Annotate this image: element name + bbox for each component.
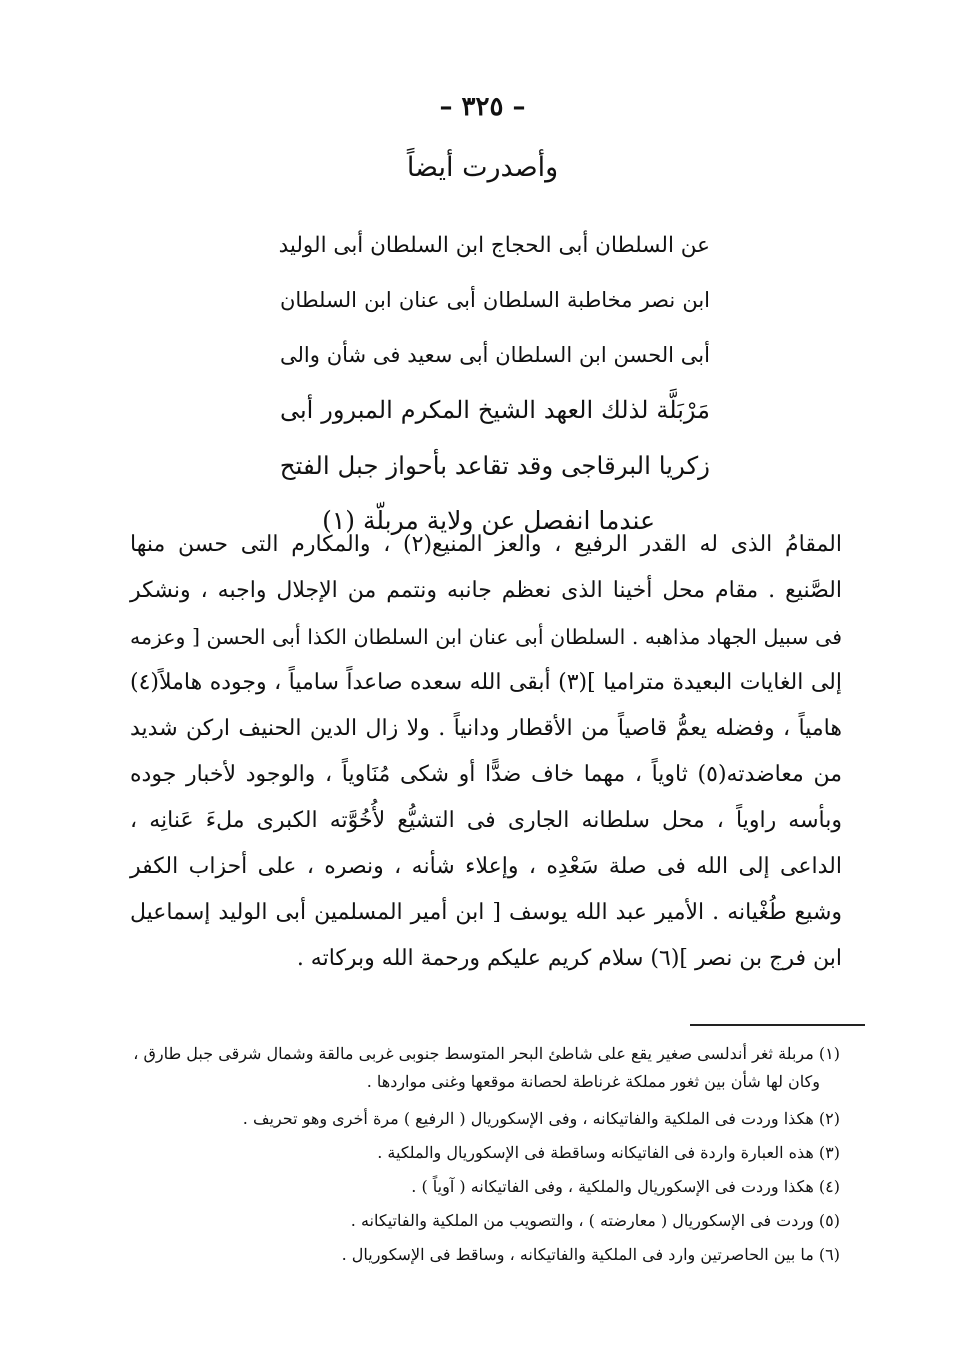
title-line: عن السلطان أبى الحجاج ابن السلطان أبى الوليد xyxy=(278,233,710,258)
body-line: الصَّنيع . مقام محل أخينا الذى نعظم جانبه ونتمم من الإجلال واجبه ، ونشكر xyxy=(130,578,842,603)
body-line: فى سبيل الجهاد مذاهبه . السلطان أبى عنان ابن السلطان الكذا أبى الحسن [ وعزمه xyxy=(130,625,842,649)
body-line: من معاضدته(٥) ثاوياً ، مهما خاف ضدًّا أو شكى مُنَاوياً ، والوجود لأخبار جوده xyxy=(130,762,842,787)
page-number: – ٣٢٥ – xyxy=(439,92,526,122)
section-heading: وأصدرت أيضاً xyxy=(406,152,559,183)
footnote-text: (١) مربلة ثغر أندلسى صغير يقع على شاطئ البحر المتوسط جنوبى غربى مالقة وشمال شرقى جبل طارق ، xyxy=(133,1044,840,1063)
title-line: مَرْبَلَّة لذلك العهد الشيخ المكرم المبرور أبى xyxy=(280,396,710,424)
footnote: (٤) هكذا وردت فى الإسكوريال والملكية ، وفى الفاتيكانه ( آوياً ) . xyxy=(411,1177,840,1196)
footnote: (٥) وردت فى الإسكوريال ( معارضته ) ، والتصويب من الملكية والفاتيكانه . xyxy=(350,1211,840,1230)
title-line: ابن نصر مخاطبة السلطان أبى عنان ابن السلطان xyxy=(280,288,710,312)
body-line: هامياً ، وفضله يعمُّ قاصياً من الأقطار ودانياً . ولا زال الدين الحنيف اركن شديد xyxy=(130,716,842,741)
body-line: المقامُ الذى له القدر الرفيع ، والعز المنيع(٢) ، والمكارم التى حسن منها xyxy=(130,532,842,557)
title-line: عندما انفصل عن ولاية مربلّة (١) xyxy=(322,506,655,535)
body-line: ابن فرج بن نصر ](٦) سلام كريم عليكم ورحمة الله وبركاته . xyxy=(296,946,842,971)
footnote: (٢) هكذا وردت فى الملكية والفاتيكانه ، وفى الإسكوريال ( الرفيع ) مرة أخرى وهو تحريف . xyxy=(242,1109,840,1128)
footnote: (٣) هذه العبارة واردة فى الفاتيكانه وساقطة فى الإسكوريال والملكية . xyxy=(377,1143,840,1162)
footnote xyxy=(120,1040,840,1102)
body-line: وشيع طُغْيانه . الأمير عبد الله يوسف [ ابن أمير المسلمين أبى الوليد إسماعيل xyxy=(130,900,842,925)
body-line: الداعى إلى الله فى صلة سَعْدِه ، وإعلاء شأنه ، ونصره ، على أحزاب الكفر xyxy=(130,854,842,879)
footnote-divider xyxy=(690,1024,865,1026)
letter-body xyxy=(130,522,842,982)
title-block xyxy=(280,218,710,548)
footnotes xyxy=(120,1040,840,1272)
title-line: أبى الحسن ابن السلطان أبى سعيد فى شأن والى xyxy=(280,343,710,367)
body-line: وبأسه راوياً ، محل سلطانه الجارى فى التشيُّع لأُخُوَّته الكبرى ملءَ عَنانِه ، xyxy=(130,808,842,833)
footnote-continuation: وكان لها شأن بين ثغور مملكة غرناطة لحصانة موقعها وغنى مواردها . xyxy=(366,1072,820,1091)
body-line: إلى الغايات البعيدة متراميا ](٣) أبقى الله سعده صاعداً سامياً ، وجوده هاملاً(٤) xyxy=(130,670,842,695)
footnote: (٦) ما بين الحاصرتين وارد فى الملكية والفاتيكانه ، وساقط فى الإسكوريال . xyxy=(341,1245,840,1264)
title-line: زكريا البرقاجى وقد تقاعد بأحواز جبل الفتح xyxy=(279,451,710,480)
